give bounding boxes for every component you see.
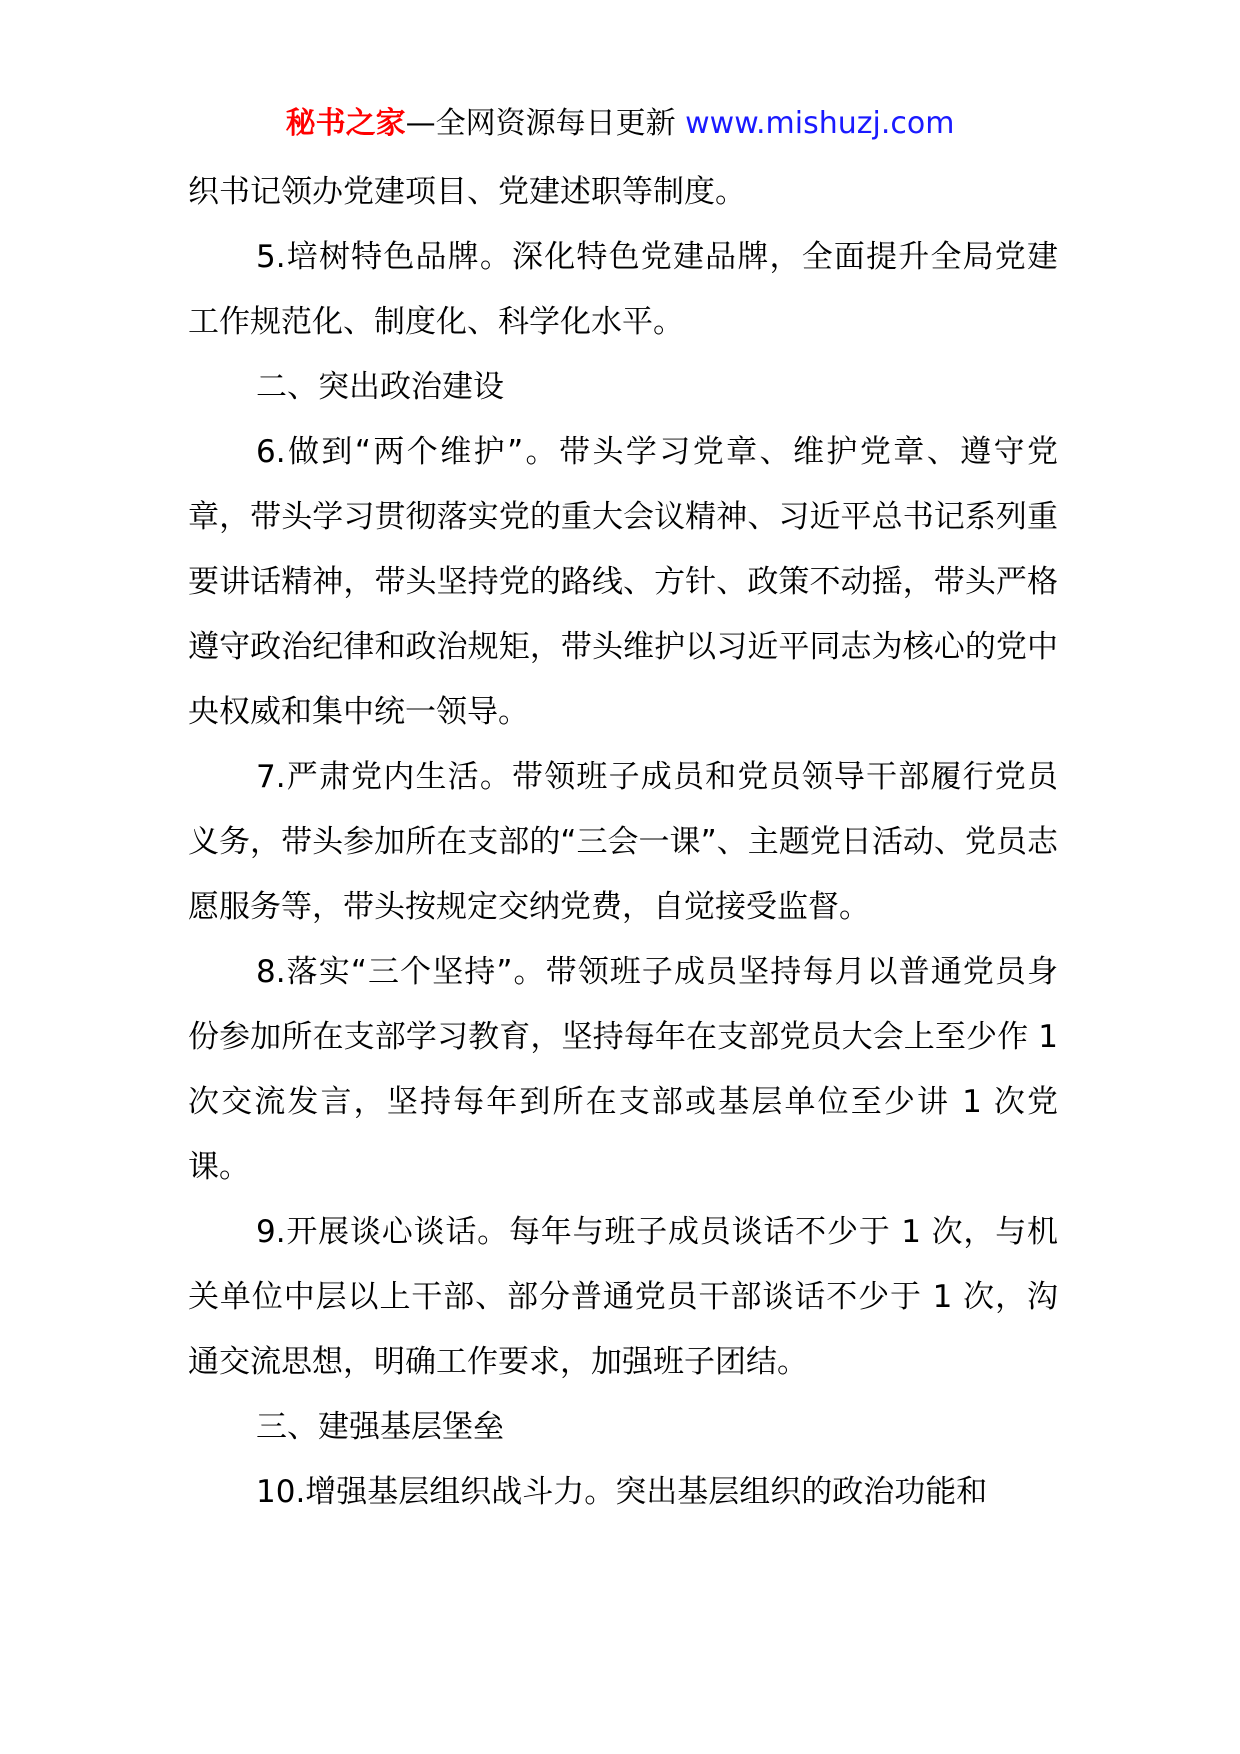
header-brand: 秘书之家	[285, 106, 406, 141]
header-slogan: —全网资源每日更新	[405, 106, 676, 141]
paragraph: 10.增强基层组织战斗力。突出基层组织的政治功能和	[256, 1474, 988, 1510]
paragraph: 6.做到“两个维护”。带头学习党章、维护党章、遵守党章，带头学习贯彻落实党的重大会议精神、习近平总书记系列重要讲话精神，带头坚持党的路线、方针、政策不动摇，带头严格遵守政治纪律和政治规矩，带头维护以习近平同志为核心的党中央权威和集中统一领导。	[188, 434, 1058, 730]
page-header	[0, 102, 1240, 146]
document-body	[188, 160, 1058, 1525]
paragraph: 织书记领办党建项目、党建述职等制度。	[188, 174, 746, 210]
paragraph: 9.开展谈心谈话。每年与班子成员谈话不少于 1 次，与机关单位中层以上干部、部分普通党员干部谈话不少于 1 次，沟通交流思想，明确工作要求，加强班子团结。	[188, 1214, 1058, 1380]
paragraph: 5.培树特色品牌。深化特色党建品牌，全面提升全局党建工作规范化、制度化、科学化水平。	[188, 239, 1058, 340]
section-heading: 三、建强基层堡垒	[256, 1409, 504, 1445]
section-heading: 二、突出政治建设	[256, 369, 504, 405]
paragraph: 8.落实“三个坚持”。带领班子成员坚持每月以普通党员身份参加所在支部学习教育，坚持每年在支部党员大会上至少作 1 次交流发言，坚持每年到所在支部或基层单位至少讲 1 次党课。	[188, 954, 1058, 1185]
paragraph: 7.严肃党内生活。带领班子成员和党员领导干部履行党员义务，带头参加所在支部的“三会一课”、主题党日活动、党员志愿服务等，带头按规定交纳党费，自觉接受监督。	[188, 759, 1058, 925]
header-site-link[interactable]: www.mishuzj.com	[685, 106, 955, 141]
